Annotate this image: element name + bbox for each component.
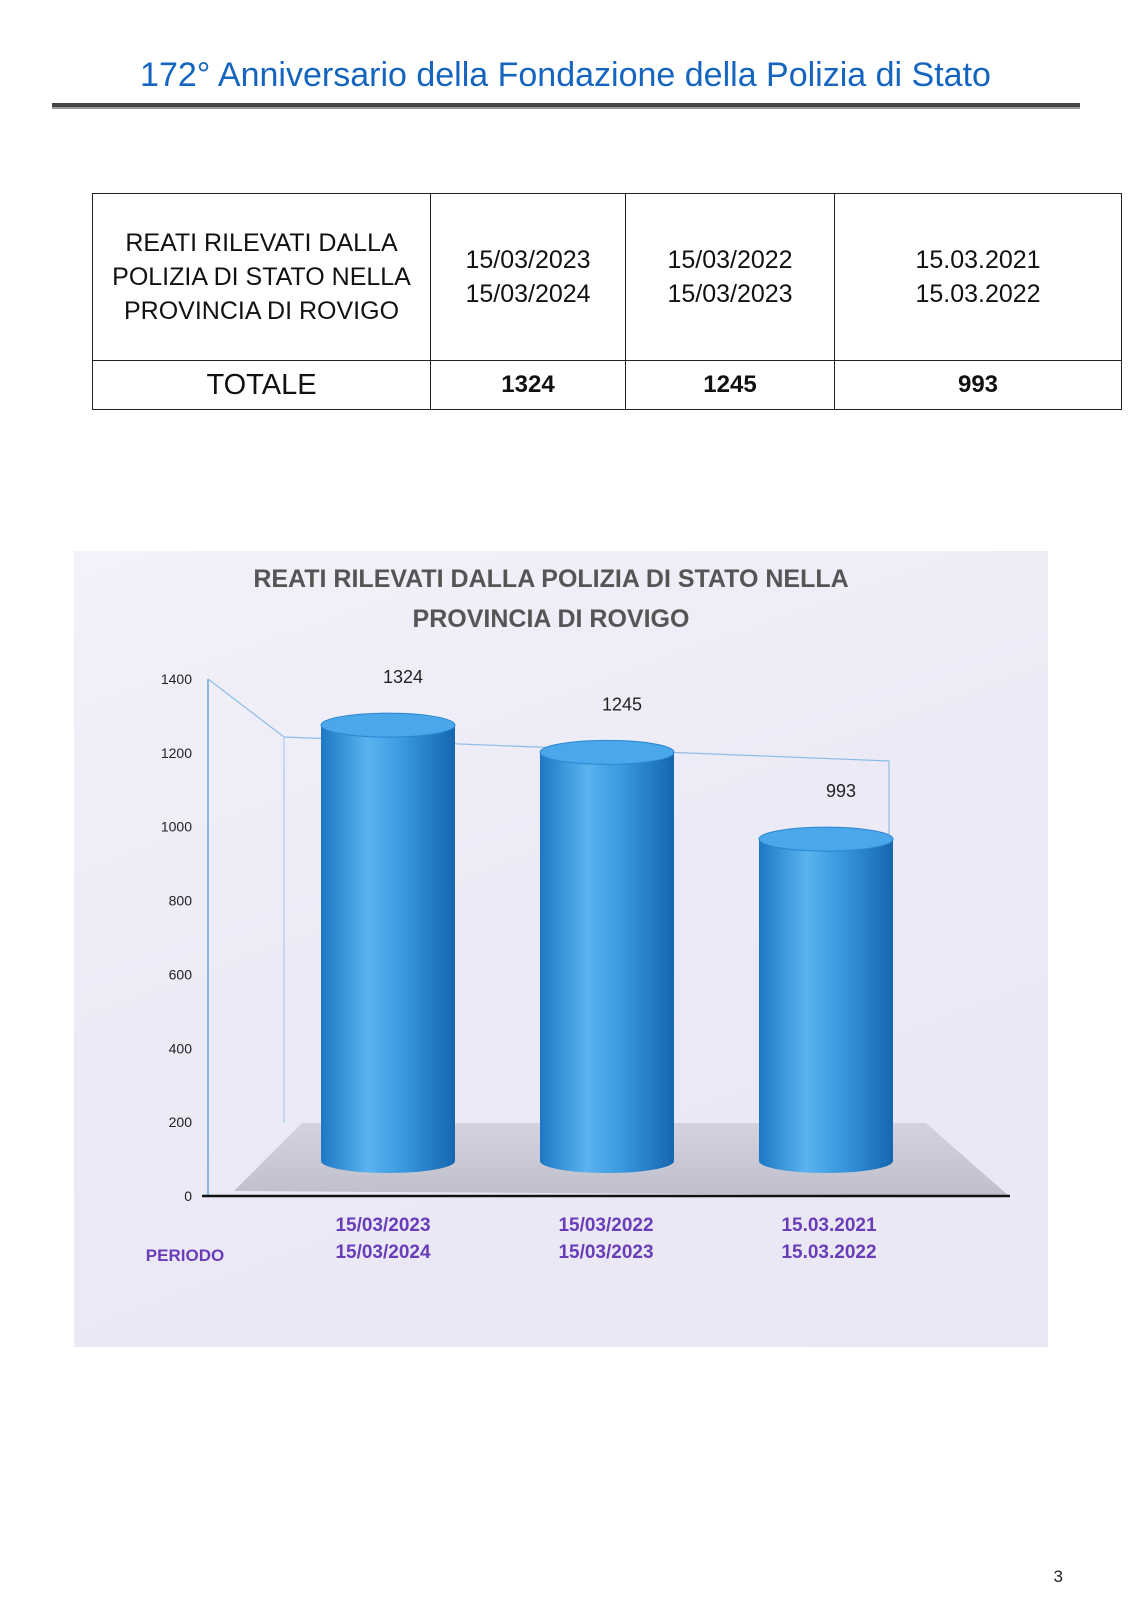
bar-cylinder-1 — [321, 713, 455, 1173]
y-tick-label-2: 400 — [168, 1040, 192, 1057]
summary-table — [92, 193, 1122, 410]
chart-title-line-2: PROVINCIA DI ROVIGO — [412, 605, 690, 633]
period-3-end: 15.03.2022 — [915, 280, 1041, 308]
total-value-2: 1245 — [626, 361, 835, 410]
y-tick-label-6: 1200 — [160, 744, 192, 761]
category-label-1-line-1: 15/03/2023 — [335, 1215, 431, 1236]
x-axis-title: PERIODO — [145, 1246, 225, 1265]
category-label-1-line-2: 15/03/2024 — [335, 1242, 431, 1263]
bar-body-3 — [759, 839, 893, 1173]
bar-body-2 — [540, 752, 674, 1173]
category-label-2-line-1: 15/03/2022 — [558, 1215, 654, 1236]
total-label: TOTALE — [93, 361, 431, 410]
y-tick-label-4: 800 — [168, 892, 192, 909]
table-header-label: REATI RILEVATI DALLA POLIZIA DI STATO NELLA PROVINCIA DI ROVIGO — [93, 194, 431, 361]
page-number: 3 — [1053, 1567, 1063, 1586]
table-period-1 — [431, 194, 626, 361]
table-total-row — [93, 361, 1122, 410]
y-tick-label-7: 1400 — [160, 671, 192, 687]
period-2-end: 15/03/2023 — [667, 280, 793, 308]
total-value-1: 1324 — [431, 361, 626, 410]
bar-chart — [74, 551, 1048, 1347]
chart-panel — [74, 551, 1048, 1347]
y-tick-label-3: 600 — [168, 966, 192, 983]
data-label-1: 1324 — [382, 667, 424, 688]
table-period-2 — [626, 194, 835, 361]
data-label-2: 1245 — [601, 694, 643, 715]
period-1-start: 15/03/2023 — [465, 246, 591, 274]
y-tick-label-5: 1000 — [160, 818, 192, 835]
total-value-3: 993 — [835, 361, 1122, 410]
y-tick-label-1: 200 — [168, 1114, 192, 1131]
bar-top-3 — [759, 827, 893, 851]
data-label-3: 993 — [825, 781, 857, 802]
chart-title-line-1: REATI RILEVATI DALLA POLIZIA DI STATO NELLA — [253, 565, 849, 593]
table-period-3 — [835, 194, 1122, 361]
period-1-end: 15/03/2024 — [465, 280, 591, 308]
period-3-start: 15.03.2021 — [915, 246, 1041, 274]
category-label-2-line-2: 15/03/2023 — [558, 1242, 654, 1263]
bar-top-1 — [321, 713, 455, 737]
category-label-3-line-1: 15.03.2021 — [781, 1215, 877, 1236]
y-tick-label-0: 0 — [184, 1188, 192, 1204]
bar-top-2 — [540, 740, 674, 764]
header-rule — [52, 103, 1080, 109]
bar-cylinder-2 — [540, 740, 674, 1173]
page-title: 172° Anniversario della Fondazione della Polizia di Stato — [140, 56, 991, 94]
table-header-row — [93, 194, 1122, 361]
bar-body-1 — [321, 725, 455, 1173]
bar-cylinder-3 — [759, 827, 893, 1173]
period-2-start: 15/03/2022 — [667, 246, 793, 274]
category-label-3-line-2: 15.03.2022 — [781, 1242, 877, 1263]
